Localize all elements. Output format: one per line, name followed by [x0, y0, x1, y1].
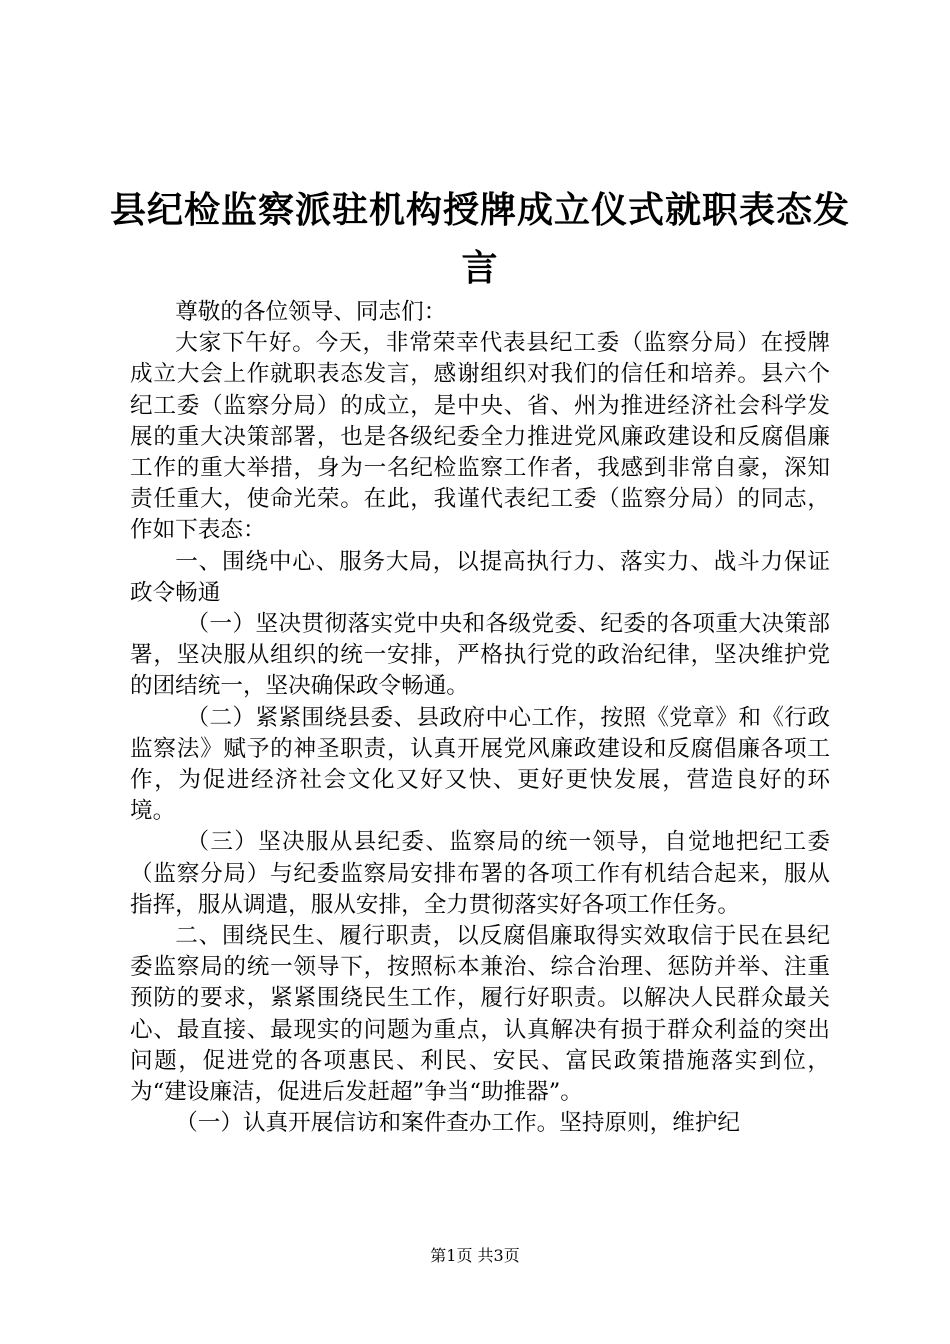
paragraph: （三）坚决服从县纪委、监察局的统一领导，自觉地把纪工委（监察分局）与纪委监察局安排布署的各项工作有机结合起来，服从指挥，服从调遣，服从安排，全力贯彻落实好各项工作任务。	[130, 829, 830, 918]
document-body	[130, 297, 830, 1139]
section-heading: 二、围绕民生、履行职责，以反腐倡廉取得实效取信于民在县纪委监察局的统一领导下，按照标本兼治、综合治理、惩防并举、注重预防的要求，紧紧围绕民生工作，履行好职责。以解决人民群众最关心、最直接、最现实的问题为重点，认真解决有损于群众利益的突出问题，促进党的各项惠民、利民、安民、富民政策措施落实到位，为“建设廉洁，促进后发赶超”争当“助推器”。	[130, 923, 830, 1106]
document-title: 县纪检监察派驻机构授牌成立仪式就职表态发言	[110, 190, 851, 289]
paragraph: （一）坚决贯彻落实党中央和各级党委、纪委的各项重大决策部署，坚决服从组织的统一安排，严格执行党的政治纪律，坚决维护党的团结统一，坚决确保政令畅通。	[130, 611, 830, 700]
page-footer: 第1页 共3页	[430, 1246, 520, 1265]
paragraph: 大家下午好。今天，非常荣幸代表县纪工委（监察分局）在授牌成立大会上作就职表态发言，感谢组织对我们的信任和培养。县六个纪工委（监察分局）的成立，是中央、省、州为推进经济社会科学发展的重大决策部署，也是各级纪委全力推进党风廉政建设和反腐倡廉工作的重大举措，身为一名纪检监察工作者，我感到非常自豪，深知责任重大，使命光荣。在此，我谨代表纪工委（监察分局）的同志，作如下表态：	[130, 330, 830, 544]
salutation: 尊敬的各位领导、同志们：	[175, 299, 447, 325]
paragraph: （二）紧紧围绕县委、县政府中心工作，按照《党章》和《行政监察法》赋予的神圣职责，认真开展党风廉政建设和反腐倡廉各项工作，为促进经济社会文化又好又快、更好更快发展，营造良好的环境。	[130, 704, 830, 825]
paragraph: （一）认真开展信访和案件查办工作。坚持原则，维护纪	[175, 1110, 741, 1137]
section-heading: 一、围绕中心、服务大局，以提高执行力、落实力、战斗力保证政令畅通	[130, 548, 830, 606]
